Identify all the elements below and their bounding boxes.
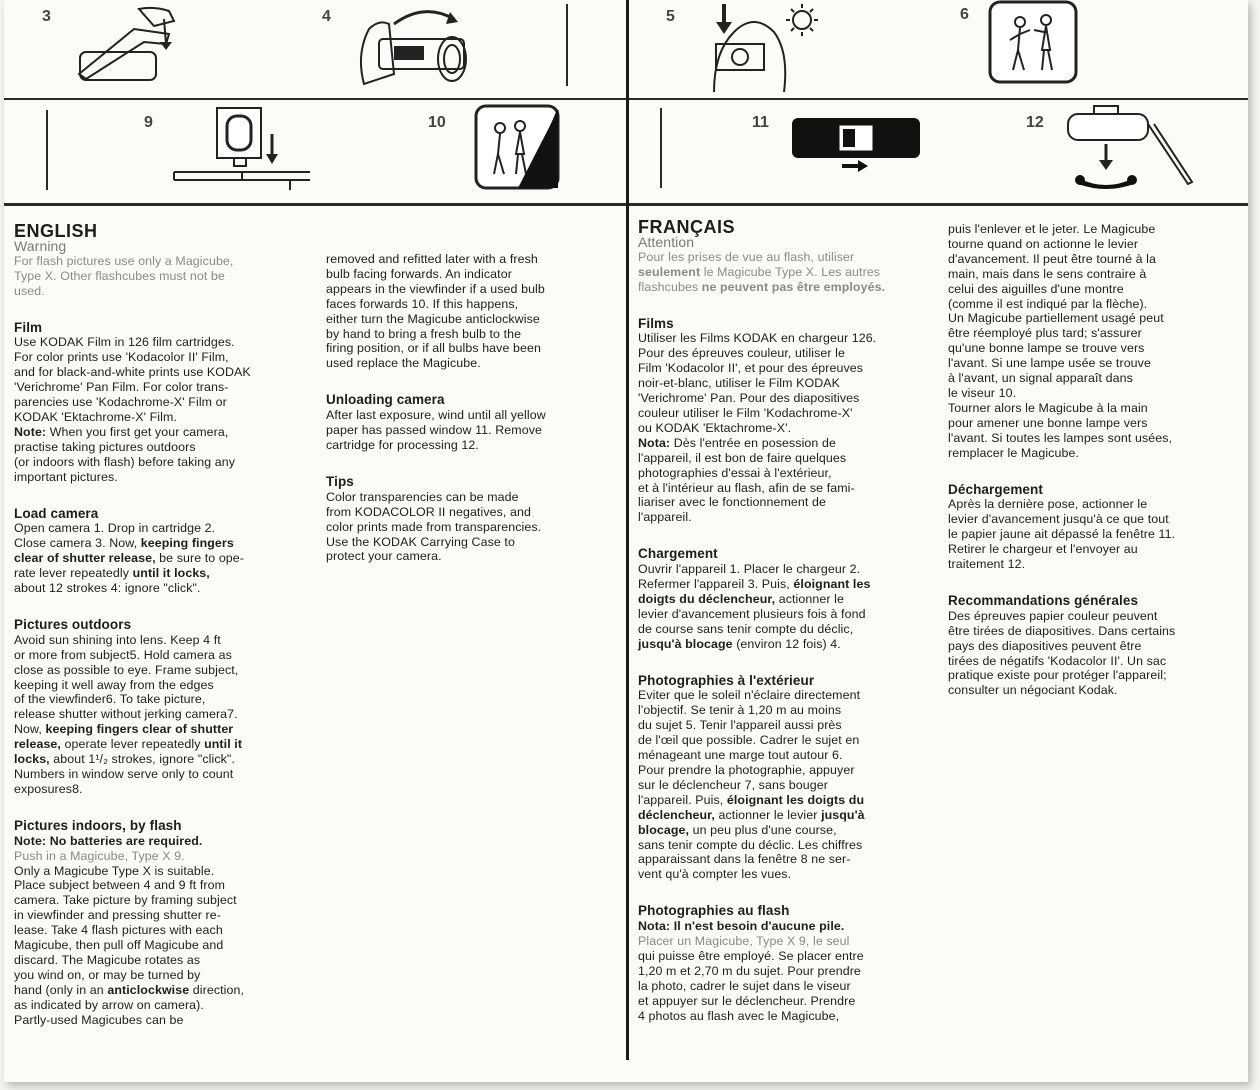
magicube-fr-line: celui des aiguilles d'une montre — [948, 281, 1124, 296]
tips-line: Use the KODAK Carrying Case to — [326, 534, 515, 549]
decharge-line: Après la dernière pose, actionner le — [948, 497, 1148, 512]
recom-line: pratique existe pour protéger l'appareil; — [948, 668, 1167, 683]
outdoors-line: release shutter without jerking camera7. — [14, 707, 238, 722]
flash-line: la photo, cadrer le sujet dans le viseur — [638, 978, 851, 993]
ext-line: Eviter que le soleil n'éclaire directement — [638, 688, 861, 703]
outdoors-line: release, operate lever repeatedly until it — [14, 737, 243, 752]
ext-line: apparaissant dans la fenêtre 8 ne ser- — [638, 852, 851, 867]
flash-push: Placer un Magicube, Type X 9, le seul — [638, 934, 850, 949]
tips-line: protect your camera. — [326, 549, 442, 564]
english-column-2 — [326, 252, 616, 564]
exterieur-heading: Photographies à l'extérieur — [638, 672, 815, 688]
magicube-fr-line: l'avant. Si toutes les lampes sont usées, — [948, 430, 1173, 445]
outdoors-line: close as possible to eye. Frame subject, — [14, 662, 239, 677]
charge-line: de course sans tenir compte du déclic, — [638, 621, 854, 636]
magicube-fr-line: l'avant. Si une lampe usée se trouve — [948, 356, 1151, 371]
outdoors-heading: Pictures outdoors — [14, 616, 132, 632]
tips-heading: Tips — [326, 473, 354, 489]
attention-heading: Attention — [638, 233, 695, 250]
flash-line: et appuyer sur le déclencheur. Prendre — [638, 993, 856, 1008]
divider-row1-a — [566, 4, 568, 86]
unload-line: paper has passed window 11. Remove — [326, 423, 543, 438]
ext-line: blocage, un peu plus d'une course, — [638, 822, 837, 837]
charge-line: levier d'avancement plusieurs fois à fond — [638, 606, 866, 621]
decharge-line: levier d'avancement jusqu'à ce que tout — [948, 512, 1169, 527]
divider-row2-a — [46, 110, 48, 190]
magicube-fr-line: le viseur 10. — [948, 385, 1017, 400]
outdoors-line: keeping it well away from the edges — [14, 677, 214, 692]
note-line: important pictures. — [14, 469, 118, 484]
magicube-line: bulb facing forwards. An indicator — [326, 266, 512, 281]
films-heading: Films — [638, 315, 674, 331]
indoors-line: Magicube, then pull off Magicube and — [14, 938, 224, 953]
chargement-heading: Chargement — [638, 546, 718, 562]
recom-line: consulter un négociant Kodak. — [948, 683, 1118, 698]
charge-line: jusqu'à blocage (environ 12 fois) 4. — [638, 636, 841, 651]
unloading-heading: Unloading camera — [326, 392, 445, 408]
nota-line: l'appareil, il est bon de faire quelques — [638, 450, 847, 465]
note-line: Note: When you first get your camera, — [14, 424, 229, 439]
warning-heading: Warning — [14, 237, 67, 254]
magicube-fr-line: à l'avant, un signal apparaît dans — [948, 371, 1133, 386]
ext-line: de l'œil que possible. Cadrer le sujet en — [638, 733, 860, 748]
outdoors-line: Avoid sun shining into lens. Keep 4 ft — [14, 632, 221, 647]
charge-line: Refermer l'appareil 3. Puis, éloignant les — [638, 577, 871, 592]
flash-line: 1,20 m et 2,70 m du sujet. Pour prendre — [638, 963, 861, 978]
magicube-line: faces forwards 10. If this happens, — [326, 296, 519, 311]
ext-line: sur le déclencheur 7, sans bouger — [638, 777, 828, 792]
decharge-line: le papier jaune ait dépassé la fenêtre 11. — [948, 527, 1176, 542]
magicube-fr-line: tourne quand on actionne le levier — [948, 236, 1139, 251]
french-heading: FRANÇAIS — [638, 217, 735, 237]
magicube-line: either turn the Magicube anticlockwise — [326, 311, 540, 326]
unload-line: After last exposure, wind until all yellow — [326, 408, 546, 423]
magicube-fr-line: Tourner alors le Magicube à la main — [948, 400, 1148, 415]
step-number-12: 12 — [1026, 114, 1044, 131]
films-line: couleur utiliser le Film 'Kodachrome-X' — [638, 405, 853, 420]
indoors-push: Push in a Magicube, Type X 9. — [14, 848, 185, 863]
wind-lever-icon — [354, 4, 474, 88]
nota-line: photographies d'essai à l'extérieur, — [638, 465, 832, 480]
recommandations-heading: Recommandations générales — [948, 592, 1139, 608]
step-number-4: 4 — [322, 8, 331, 25]
magicube-fr-line: (comme il est indiqué par la flèche). — [948, 296, 1148, 311]
outdoors-line: of the viewfinder6. To take picture, — [14, 692, 206, 707]
outdoors-line: Now, keeping fingers clear of shutter — [14, 722, 234, 737]
magicube-line: used replace the Magicube. — [326, 356, 481, 371]
warning-line: For flash pictures use only a Magicube, — [14, 253, 234, 268]
magicube-fr-line: remplacer le Magicube. — [948, 445, 1079, 460]
ext-line: vent qu'à compter les vues. — [638, 867, 792, 882]
outdoors-line: locks, about 1¹/₂ strokes, ignore "click". — [14, 752, 235, 767]
magicube-line: removed and refitted later with a fresh — [326, 252, 538, 266]
indoors-line: hand (only in an anticlockwise direction, — [14, 982, 245, 997]
charge-line: Ouvrir l'appareil 1. Placer le chargeur 2. — [638, 562, 861, 577]
step-number-6: 6 — [960, 6, 969, 23]
films-line: 'Verichrome' Pan. Pour des diapositives — [638, 391, 860, 406]
camera-to-eye-icon — [694, 2, 834, 94]
magicube-fr-line: qu'une bonne lampe se trouve vers — [948, 341, 1145, 356]
indoors-line: as indicated by arrow on camera). — [14, 997, 204, 1012]
ext-line: l'objectif. Se tenir à 1,20 m au moins — [638, 703, 842, 718]
magicube-fr-line: Un Magicube partiellement usagé peut — [948, 311, 1164, 326]
ext-line: déclencheur, actionner le levier jusqu'à — [638, 807, 865, 822]
subject-framing-icon — [988, 0, 1080, 86]
flash-heading: Photographies au flash — [638, 903, 790, 919]
english-heading: ENGLISH — [14, 221, 98, 241]
close-camera-icon — [74, 4, 184, 84]
indoors-line: Place subject between 4 and 9 ft from — [14, 878, 226, 893]
indoors-line: camera. Take picture by framing subject — [14, 893, 237, 908]
unload-line: cartridge for processing 12. — [326, 437, 479, 452]
indoors-heading: Pictures indoors, by flash — [14, 817, 182, 833]
ext-line: ménageant une marge tout autour 6. — [638, 748, 843, 763]
outdoors-line: or more from subject5. Hold camera as — [14, 647, 232, 662]
load-line: about 12 strokes 4: ignore "click". — [14, 581, 201, 596]
note-line: practise taking pictures outdoors — [14, 439, 196, 454]
recom-line: Des épreuves papier couleur peuvent — [948, 608, 1158, 623]
load-camera-heading: Load camera — [14, 505, 99, 521]
decharge-line: traitement 12. — [948, 557, 1026, 572]
french-column-2 — [948, 222, 1246, 698]
films-line: noir-et-blanc, utiliser le Film KODAK — [638, 376, 841, 391]
magicube-fr-line: puis l'enlever et le jeter. Le Magicube — [948, 222, 1156, 236]
indoors-line: lease. Take 4 flash pictures with each — [14, 923, 223, 938]
nota-line: et à l'intérieur au flash, afin de se fami- — [638, 480, 855, 495]
indoors-line: in viewfinder and pressing shutter re- — [14, 908, 221, 923]
flash-line: qui puisse être employé. Se placer entre — [638, 948, 864, 963]
indoors-line: Only a Magicube Type X is suitable. — [14, 863, 215, 878]
load-line: Close camera 3. Now, keeping fingers — [14, 536, 234, 551]
tips-line: color prints made from transparencies. — [326, 519, 542, 534]
indoors-line: discard. The Magicube rotates as — [14, 952, 201, 967]
outdoors-line: exposures8. — [14, 781, 83, 796]
attention-line: flashcubes ne peuvent pas être employés. — [638, 279, 886, 294]
attention-line: seulement le Magicube Type X. Les autres — [638, 264, 881, 279]
note-line: (or indoors with flash) before taking any — [14, 454, 236, 469]
load-line: clear of shutter release, be sure to ope- — [14, 551, 245, 566]
page-fold — [626, 0, 629, 1060]
attention-line: Pour les prises de vue au flash, utiliser — [638, 249, 855, 264]
indoors-line: Partly-used Magicubes can be — [14, 1012, 184, 1027]
ext-line: Pour prendre la photographie, appuyer — [638, 763, 855, 777]
film-line: and for black-and-white prints use KODAK — [14, 365, 251, 380]
films-line: Pour des épreuves couleur, utiliser le — [638, 346, 845, 361]
instruction-sheet — [4, 0, 1248, 1082]
films-line: ou KODAK 'Ektachrome-X'. — [638, 420, 792, 435]
magicube-fr-line: être réemployé plus tard; s'assurer — [948, 326, 1142, 341]
magicube-line: appears in the viewfinder if a used bulb — [326, 281, 545, 296]
flash-nota: Nota: Il n'est besoin d'aucune pile. — [638, 919, 845, 934]
recom-line: tirées de négatifs 'Kodacolor II'. Un sac — [948, 653, 1167, 668]
magicube-line: firing position, or if all bulbs have been — [326, 341, 541, 356]
cartridge-remove-icon — [1064, 104, 1196, 192]
flash-subject-icon — [474, 104, 562, 192]
load-line: rate lever repeatedly until it locks, — [14, 566, 210, 581]
step-number-5: 5 — [666, 8, 675, 25]
recom-line: pays des diapositives peuvent être — [948, 638, 1142, 653]
film-line: parencies use 'Kodachrome-X' Film or — [14, 395, 227, 410]
ext-line: du sujet 5. Tenir l'appareil aussi près — [638, 718, 842, 733]
step-number-11: 11 — [752, 114, 769, 131]
nota-line: l'appareil. — [638, 510, 692, 525]
film-line: 'Verichrome' Pan Film. For color trans- — [14, 380, 229, 395]
nota-line: liariser avec le fonctionnement de — [638, 495, 826, 510]
tips-line: from KODACOLOR II negatives, and — [326, 504, 531, 519]
indoors-line: you wind on, or may be turned by — [14, 967, 201, 982]
warning-line: used. — [14, 283, 45, 298]
french-column-1 — [638, 217, 940, 1024]
step-number-9: 9 — [144, 114, 153, 131]
load-line: Open camera 1. Drop in cartridge 2. — [14, 521, 216, 536]
magicube-insert-icon — [172, 104, 312, 190]
magicube-fr-line: pour amener une bonne lampe vers — [948, 415, 1148, 430]
film-heading: Film — [14, 319, 43, 335]
outdoors-line: Numbers in window serve only to count — [14, 767, 234, 781]
ext-line: sans tenir compte du déclic. Les chiffres — [638, 837, 863, 852]
flash-line: 4 photos au flash avec le Magicube, — [638, 1008, 840, 1023]
magicube-line: by hand to bring a fresh bulb to the — [326, 326, 522, 341]
tips-line: Color transparencies can be made — [326, 489, 519, 504]
film-line: Use KODAK Film in 126 film cartridges. — [14, 335, 235, 350]
ext-line: l'appareil. Puis, éloignant les doigts du — [638, 792, 865, 807]
step-number-10: 10 — [428, 114, 446, 131]
recom-line: être tirées de diapositives. Dans certains — [948, 623, 1176, 638]
magicube-fr-line: d'avancement. Il peut être tourné à la — [948, 251, 1156, 266]
film-line: For color prints use 'Kodacolor II' Film, — [14, 350, 229, 365]
film-line: KODAK 'Ektachrome-X' Film. — [14, 409, 177, 424]
step-number-3: 3 — [42, 8, 51, 25]
indoors-note: Note: No batteries are required. — [14, 833, 203, 848]
charge-line: doigts du déclencheur, actionner le — [638, 591, 844, 606]
english-column-1 — [14, 221, 314, 1028]
magicube-fr-line: main, mais dans le sens contraire à — [948, 266, 1147, 281]
window-indicator-icon — [790, 116, 922, 176]
dechargement-heading: Déchargement — [948, 481, 1043, 497]
warning-line: Type X. Other flashcubes must not be — [14, 268, 225, 283]
films-line: Utiliser les Films KODAK en chargeur 126. — [638, 331, 877, 346]
films-line: Film 'Kodacolor II', et pour des épreuves — [638, 361, 864, 376]
decharge-line: Retirer le chargeur et l'envoyer au — [948, 542, 1138, 557]
nota-line: Nota: Dès l'entrée en posession de — [638, 435, 836, 450]
divider-row2-b — [660, 108, 662, 188]
